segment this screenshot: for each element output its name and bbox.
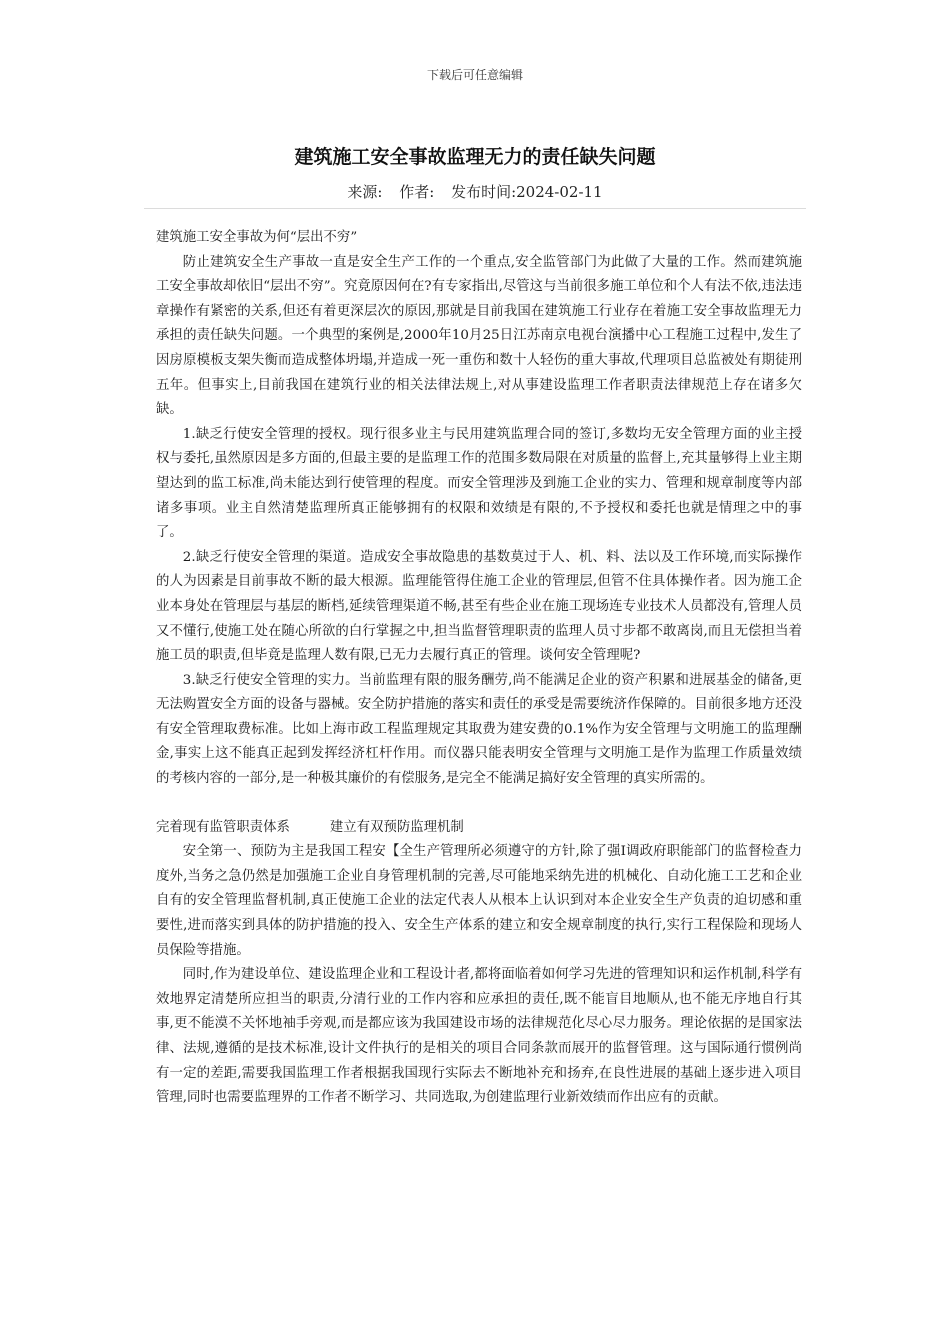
paragraph: 安全第一、预防为主是我国工程安【全生产管理所必须遵守的方针,除了强I调政府职能部门的监督检查力度外,当务之急仍然是加强施工企业自身管理机制的完善,尽可能地采纳先进的机械化、自动化施工工艺和企业自有的安全管理监督机制,真正使施工企业的法定代表人从根本上认识到对本企业安全生产负责的迫切感和重要性,进而落实到具体的防护措施的投入、安全生产体系的建立和安全规章制度的执行,实行工程保险和现场人员保险等措施。 <box>156 844 802 958</box>
section-heading-right: 建立有双预防监理机制 <box>329 819 464 835</box>
publish-date: 发布时间:2024-02-11 <box>451 183 603 201</box>
section-heading: 建筑施工安全事故为何“层出不穷” <box>156 230 358 245</box>
paragraph: 2.缺乏行使安全管理的渠道。造成安全事故隐患的基数莫过于人、机、料、法以及工作环境,而实际操作的人为因素是目前事故不断的最大根源。监理能管得住施工企业的管理层,但管不住具体操作者。因为施工企业本身处在管理层与基层的断档,延续管理渠道不畅,甚至有些企业在施工现场连专业技术人员都没有,管理人员又不懂行,使施工处在随心所欲的白行掌握之中,担当监督管理职责的监理人员寸步都不敢离岗,而且无偿担当着施工员的职责,但毕竟是监理人数有限,已无力去履行真正的管理。谈何安全管理呢? <box>156 549 802 664</box>
paragraph: 防止建筑安全生产事故一直是安全生产工作的一个重点,安全监管部门为此做了大量的工作。然而建筑施工安全事故却依旧“层出不穷”。究竟原因何在?有专家指出,尽管这与当前很多施工单位和个人有法不依,违法违章操作有紧密的关系,但还有着更深层次的原因,那就是目前我国在建筑施工行业存在着施工安全事故监理无力承担的责任缺失问题。一个典型的案例是,2000年10月25日江苏南京电视台演播中心工程施工过程中,发生了因房原模板支架失衡而造成整体坍塌,并造成一死一重伤和数十人轻伤的重大事故,代理项目总监被处有期徒刑五年。但事实上,目前我国在建筑行业的相关法律法规上,对从事建设监理工作者职责法律规范上存在诸多欠缺。 <box>156 254 802 418</box>
source-label: 来源: <box>347 183 383 201</box>
header-note: 下载后可任意编辑 <box>426 68 523 82</box>
author-label: 作者: <box>399 183 435 201</box>
page-title: 建筑施工安全事故监理无力的责任缺失问题 <box>294 146 656 168</box>
section-heading <box>156 816 802 841</box>
paragraph: 同时,作为建设单位、建设监理企业和工程设计者,都将面临着如何学习先进的管理知识和运作机制,科学有效地界定清楚所应担当的职责,分清行业的工作内容和应承担的责任,既不能盲目地顺从,也不能无序地自行其事,更不能漠不关怀地袖手旁观,而是都应该为我国建设市场的法律规范化尽心尽力服务。理论依据的是国家法律、法规,遵循的是技术标准,设计文件执行的是相关的项目合同条款而展开的监督管理。这与国际通行惯例尚有一定的差距,需要我国监理工作者根据我国现行实际去不断地补充和扬弃,在良性进展的基础上逐步进入项目管理,同时也需要监理界的工作者不断学习、共同选取,为创建监理行业新效绩而作出应有的贡献。 <box>156 967 802 1106</box>
paragraph: 1.缺乏行使安全管理的授权。现行很多业主与民用建筑监理合同的签订,多数均无安全管理方面的业主授权与委托,虽然原因是多方面的,但最主要的是监理工作的范围多数局限在对质量的监督上,充其量够得上业主期望达到的监工标准,尚未能达到行使管理的程度。而安全管理涉及到施工企业的实力、管理和规章制度等内部诸多事项。业主自然清楚监理所真正能够拥有的权限和效绩是有限的,不予授权和委托也就是情理之中的事了。 <box>156 426 802 541</box>
paragraph: 3.缺乏行使安全管理的实力。当前监理有限的服务酬劳,尚不能满足企业的资产积累和进展基金的储备,更无法购置安全方面的设备与器械。安全防护措施的落实和责任的承受是需要统济作保障的。目前很多地方还没有安全管理取费标准。比如上海市政工程监理规定其取费为建安费的0.1%作为安全管理与文明施工的监理酬金,事实上这不能真正起到发挥经济杠杆作用。而仪器只能表明安全管理与文明施工是作为监理工作质量效绩的考核内容的一部分,是一种极其廉价的有偿服务,是完全不能满足搞好安全管理的真实所需的。 <box>156 672 802 787</box>
article-meta <box>0 181 950 202</box>
article-body <box>156 226 802 1111</box>
header-divider <box>144 208 806 209</box>
section-spacer <box>156 792 802 816</box>
section-heading-left: 完着现有监管职责体系 <box>156 819 290 835</box>
